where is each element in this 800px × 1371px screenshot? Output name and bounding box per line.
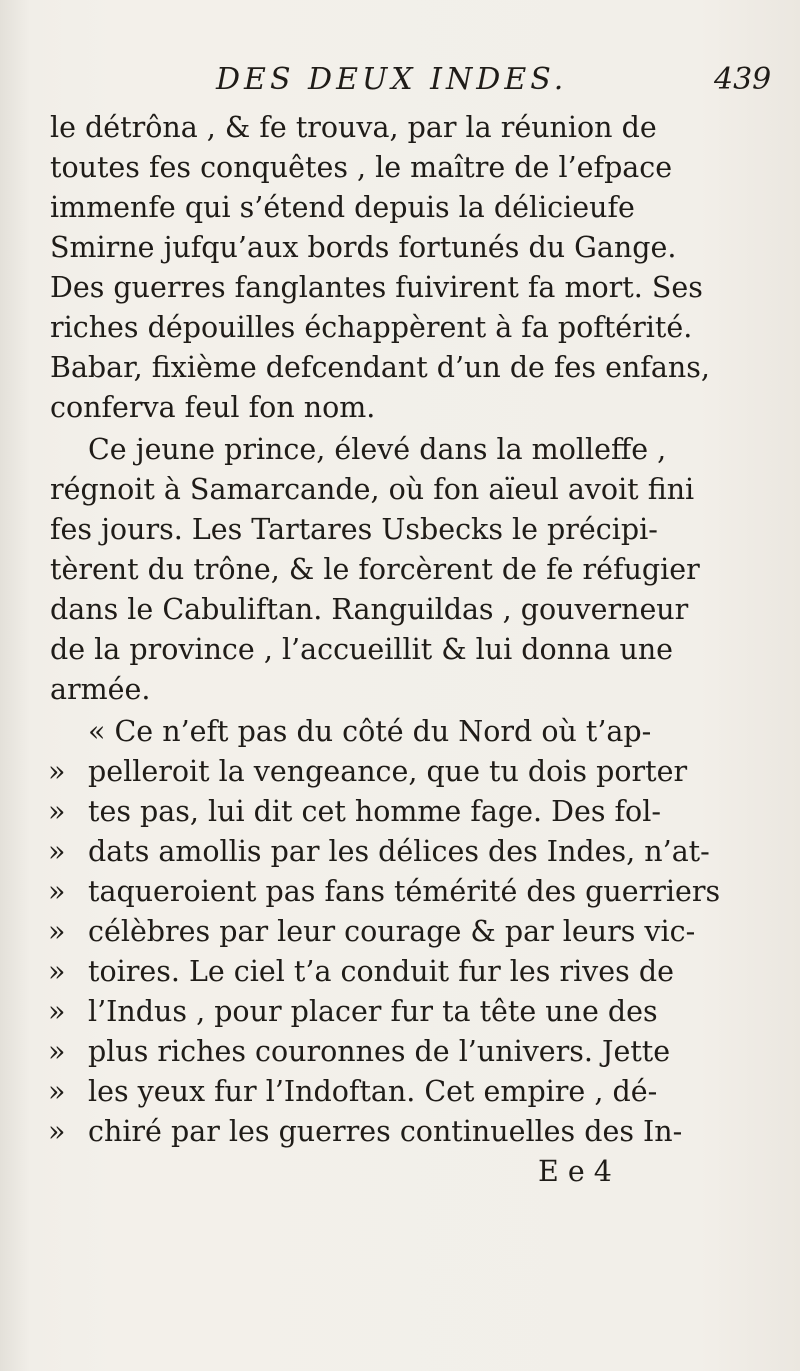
text-line: armée.: [50, 673, 151, 706]
text-line: riches dépouilles échappèrent à fa poftérité.: [50, 311, 693, 344]
quote-mark: »: [48, 995, 66, 1028]
text-line: Smirne jufqu’aux bords fortunés du Gange.: [50, 231, 677, 264]
quote-mark: »: [48, 755, 66, 788]
text-line: les yeux fur l’Indoftan. Cet empire , dé-: [88, 1075, 658, 1108]
text-line: célèbres par leur courage & par leurs vic-: [88, 915, 696, 948]
quote-mark: »: [48, 835, 66, 868]
text-line: dats amollis par les délices des Indes, n’at-: [88, 835, 710, 868]
page-header: [0, 62, 800, 102]
text-line: plus riches couronnes de l’univers. Jette: [88, 1035, 671, 1068]
text-line: dans le Cabuliftan. Ranguildas , gouverneur: [50, 593, 689, 626]
text-line: l’Indus , pour placer fur ta tête une des: [88, 995, 658, 1028]
quote-mark: »: [48, 875, 66, 908]
quote-mark: »: [48, 915, 66, 948]
text-line: le détrôna , & fe trouva, par la réunion de: [50, 111, 657, 144]
text-line: conferva feul fon nom.: [50, 391, 376, 424]
text-line: toires. Le ciel t’a conduit fur les rives de: [88, 955, 674, 988]
text-line: toutes fes conquêtes , le maître de l’efpace: [50, 151, 673, 184]
quote-mark: »: [48, 1115, 66, 1148]
text-line: de la province , l’accueillit & lui donna une: [50, 633, 674, 666]
quote-mark: »: [48, 1035, 66, 1068]
text-line: pelleroit la vengeance, que tu dois porter: [88, 755, 688, 788]
text-line: Ce jeune prince, élevé dans la molleffe ,: [88, 433, 667, 466]
text-line: Babar, fixième defcendant d’un de fes enfans,: [50, 351, 710, 384]
text-line: taqueroient pas fans témérité des guerriers: [88, 875, 721, 908]
text-line: tèrent du trône, & le forcèrent de fe réfugier: [50, 553, 700, 586]
quote-mark: »: [48, 795, 66, 828]
page-number: 439: [714, 62, 772, 97]
text-line: immenfe qui s’étend depuis la délicieufe: [50, 191, 635, 224]
running-title: DES DEUX INDES.: [216, 62, 568, 97]
text-line: Des guerres fanglantes fuivirent fa mort. Ses: [50, 271, 703, 304]
quote-mark: »: [48, 955, 66, 988]
quote-mark: »: [48, 1075, 66, 1108]
text-line: fes jours. Les Tartares Usbecks le précipi-: [50, 513, 658, 546]
text-line: régnoit à Samarcande, où fon aïeul avoit fini: [50, 473, 695, 506]
catchword: E e 4: [538, 1155, 612, 1188]
text-line: « Ce n’eft pas du côté du Nord où t’ap-: [88, 715, 652, 748]
text-line: tes pas, lui dit cet homme fage. Des fol-: [88, 795, 661, 828]
text-line: chiré par les guerres continuelles des In-: [88, 1115, 683, 1148]
